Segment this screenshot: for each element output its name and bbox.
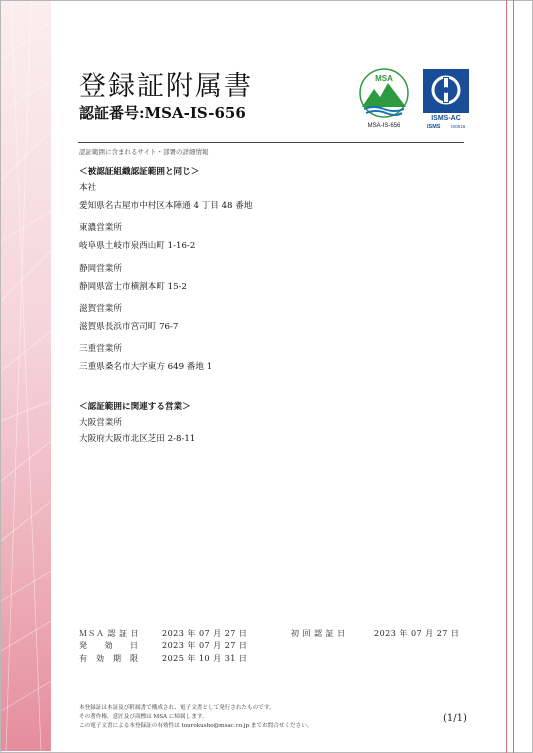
site-address: 滋賀県長浜市宮司町 76-7 (79, 322, 179, 332)
header-divider (78, 142, 464, 143)
site-name: 本社 (79, 183, 97, 193)
isms-logo-label: ISMS (427, 124, 441, 130)
footer-line-1: 本登録証は本証及び附属書で構成され、電子文書として発行されたものです。 (79, 705, 275, 711)
right-border-line-1 (506, 0, 507, 753)
msa-logo-number: MSA-IS-656 (367, 123, 401, 129)
scope-note: 認証範囲に含まれるサイト・部署の詳細情報 (79, 148, 209, 156)
site-address: 静岡県富士市横割本町 15-2 (79, 282, 187, 292)
isms-ac-logo-text: ISMS-AC (431, 115, 461, 122)
decorative-side-band (1, 1, 51, 751)
page-number: (1/1) (443, 713, 467, 724)
initial-cert-date-value: 2023 年 07 月 27 日 (374, 629, 460, 638)
site-name: 三重営業所 (79, 344, 122, 354)
certificate-number: 認証番号:MSA-IS-656 (79, 104, 246, 122)
isms-logo-code: IS0016 (451, 124, 466, 129)
effective-date-value: 2023 年 07 月 27 日 (162, 641, 248, 650)
msa-logo-text: MSA (375, 74, 393, 83)
site-address: 愛知県名古屋市中村区本陣通 4 丁目 48 番地 (79, 201, 253, 211)
document-title: 登録証附属書 (79, 71, 253, 102)
footer-line-2: その著作権、意匠及び商標は MSA に帰属します。 (79, 714, 208, 720)
site-name: 滋賀営業所 (79, 304, 122, 314)
site-address: 岐阜県土岐市泉西山町 1-16-2 (79, 241, 196, 251)
msa-cert-date-label: ＭＳＡ 認 証 日 (79, 629, 140, 638)
section-heading-2: ＜認証範囲に関連する営業＞ (79, 402, 191, 412)
effective-date-label: 発 効 日 (79, 641, 139, 650)
right-border-line-2 (513, 0, 514, 753)
msa-logo (356, 67, 412, 131)
site-name: 東濃営業所 (79, 223, 122, 233)
msa-cert-date-value: 2023 年 07 月 27 日 (162, 629, 248, 638)
footer-line-3: この電子文書による本登録証の有効性は tourokusho@msac.co.jp までお問合せください。 (79, 723, 313, 729)
expiry-date-value: 2025 年 10 月 31 日 (162, 654, 248, 663)
site-name: 大阪営業所 (79, 418, 122, 428)
expiry-date-label: 有 効 期 限 (79, 654, 139, 663)
section-heading-1: ＜被認証組織認証範囲と同じ＞ (79, 167, 200, 177)
isms-ac-logo (423, 69, 469, 131)
site-name: 静岡営業所 (79, 264, 122, 274)
initial-cert-date-label: 初 回 認 証 日 (291, 629, 346, 638)
site-address: 大阪府大阪市北区芝田 2-8-11 (79, 434, 196, 444)
site-address: 三重県桑名市大字東方 649 番地 1 (79, 362, 213, 372)
